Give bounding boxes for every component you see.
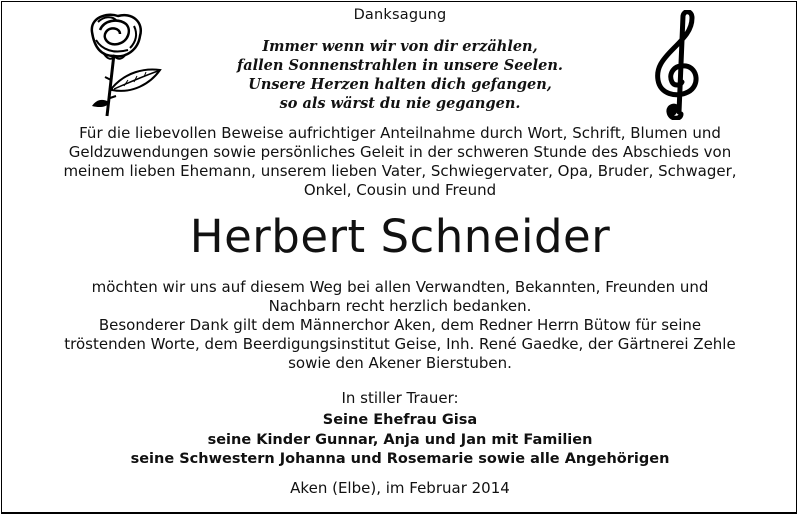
poem-line: Unsere Herzen halten dich gefangen, xyxy=(248,76,552,93)
poem-line: Immer wenn wir von dir erzählen, xyxy=(262,38,538,55)
deceased-name: Herbert Schneider xyxy=(189,210,611,263)
mourner-line: Seine Ehefrau Gisa xyxy=(322,412,478,428)
thanks-line: Besonderer Dank gilt dem Männerchor Aken, dem Redner Herrn Bütow für seine xyxy=(98,316,702,334)
poem-line: so als wärst du nie gegangen. xyxy=(279,95,521,112)
thanks-line: möchten wir uns auf diesem Weg bei allen Verwandten, Bekannten, Freunden und xyxy=(91,278,709,296)
mourner-line: seine Kinder Gunnar, Anja und Jan mit Familien xyxy=(207,431,593,448)
mourners-list xyxy=(0,411,800,470)
intro-paragraph xyxy=(0,124,800,200)
mourning-label: In stiller Trauer: xyxy=(341,389,459,407)
intro-line: Für die liebevollen Beweise aufrichtiger Anteilnahme durch Wort, Schrift, Blumen und xyxy=(79,124,721,142)
thanks-line: sowie den Akener Bierstuben. xyxy=(288,354,512,372)
thanks-line: tröstenden Worte, dem Beerdigungsinstitut Geise, Inh. René Gaedke, der Gärtnerei Zehle xyxy=(64,335,736,353)
mourner-line: seine Schwestern Johanna und Rosemarie sowie alle Angehörigen xyxy=(130,451,670,467)
poem xyxy=(0,37,800,113)
intro-line: Geldzuwendungen sowie persönliches Geleit in der schweren Stunde des Abschieds von xyxy=(68,143,732,161)
thanks-line: Nachbarn recht herzlich bedanken. xyxy=(268,297,532,315)
thanks-paragraph xyxy=(0,278,800,373)
poem-line: fallen Sonnenstrahlen in unsere Seelen. xyxy=(237,57,563,74)
intro-line: Onkel, Cousin und Freund xyxy=(303,181,497,199)
intro-line: meinem lieben Ehemann, unserem lieben Vater, Schwiegervater, Opa, Bruder, Schwager, xyxy=(63,162,737,180)
heading: Danksagung xyxy=(353,7,447,23)
place-date: Aken (Elbe), im Februar 2014 xyxy=(290,479,510,497)
